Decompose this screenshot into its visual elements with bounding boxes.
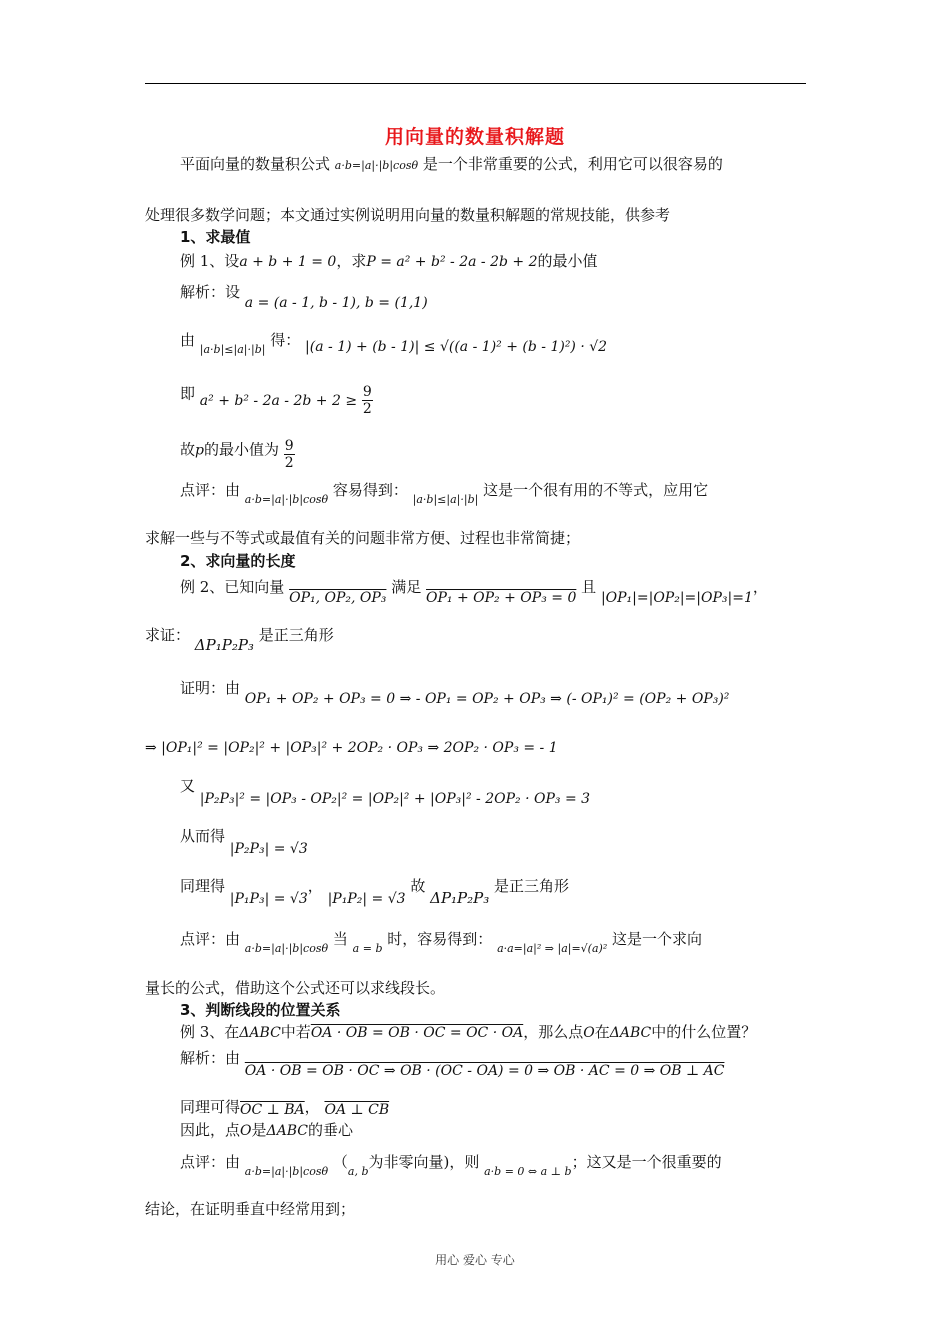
header-rule: [145, 83, 806, 84]
page-footer: 用心 爱心 专心: [435, 1253, 515, 1267]
comment-1-line-2: 求解一些与不等式或最值有关的问题非常方便、过程也非常简捷；: [145, 529, 581, 547]
section-1-heading: 1、求最值: [180, 228, 251, 246]
solution-3: 解析：由 OA · OB = OB · OC ⇒ OB · (OC - OA) = 0 ⇒ OB · AC = 0 ⇒ OB ⊥ AC: [180, 1049, 725, 1079]
proof-line-4: 从而得 |P₂P₃| = √3: [180, 827, 308, 857]
comment-3: 点评：由 $_{a\cdot b=|a|\cdot|b|cos\theta}$ （$_{a, b}$为非零向量)，则 $_{a\cdot b = 0 \Leftrightarrow a \perp b}$；这又是一个很重要的: [180, 1153, 722, 1178]
comment-2-line-2: 量长的公式，借助这个公式还可以求线段长。: [145, 979, 446, 997]
formula-vectors: a = (a - 1, b - 1), b = (1,1): [244, 295, 428, 311]
formula-p: P = a² + b² - 2a - 2b + 2: [366, 254, 538, 270]
solution-1-setup: 解析：设 a = (a - 1, b - 1), b = (1,1): [180, 283, 428, 311]
prove-statement: 求证： ΔP₁P₂P₃ 是正三角形: [145, 626, 334, 654]
formula-condition: a + b + 1 = 0: [239, 254, 337, 270]
comment-2: 点评：由 $_{a\cdot b=|a|\cdot|b|cos\theta}$ 当 $_{a = b}$ 时，容易得到： $_{a\cdot a=|a|^2 \Rightarrow |a|=√(a)^2}$ 这是一个求向: [180, 930, 703, 955]
solution-3-conclusion: 因此，点O是ΔABC的垂心: [180, 1121, 354, 1139]
formula-dot-product: a·b=|a|·|b|cosθ: [334, 159, 419, 172]
solution-1-min: 故p的最小值为 $\frac{9}{2}$: [180, 438, 294, 471]
comment-3-line-2: 结论，在证明垂直中经常用到；: [145, 1200, 356, 1218]
intro-line-1: 平面向量的数量积公式 a·b=|a|·|b|cosθ 是一个非常重要的公式，利用它可以很容易的: [180, 155, 723, 173]
formula-cauchy: |a·b|≤|a|·|b|: [199, 343, 266, 356]
proof-line-2: ⇒ |OP₁|² = |OP₂|² + |OP₃|² + 2OP₂ · OP₃ ⇒ 2OP₂ · OP₃ = - 1: [145, 740, 558, 756]
solution-1-inequality: 由 $_{|a\cdot b|\le|a|\cdot|b|}$ 得： |(a - 1) + (b - 1)| ≤ √((a - 1)² + (b - 1)²) · √2: [180, 331, 608, 356]
fraction-nine-halves: $\frac{9}{2}$: [362, 384, 372, 417]
example-1: 例 1、设a + b + 1 = 0，求P = a² + b² - 2a - 2b + 2的最小值: [180, 252, 598, 270]
comment-1: 点评：由 $_{a\cdot b=|a|\cdot|b|cos\theta}$ 容易得到： $_{|a\cdot b|\le|a|\cdot|b|}$ 这是一个很有用的不等式，应用它: [180, 481, 709, 506]
formula-applied: |(a - 1) + (b - 1)| ≤ √((a - 1)² + (b - 1)²) · √2: [305, 339, 608, 355]
formula-ge: a² + b² - 2a - 2b + 2 ≥: [199, 392, 358, 409]
fraction-nine-halves: $\frac{9}{2}$: [284, 438, 294, 471]
proof-line-3: 又 |P₂P₃|² = |OP₃ - OP₂|² = |OP₂|² + |OP₃|² - 2OP₂ · OP₃ = 3: [180, 777, 591, 807]
proof-line-1: 证明：由 OP₁ + OP₂ + OP₃ = 0 ⇒ - OP₁ = OP₂ + OP₃ ⇒ (- OP₁)² = (OP₂ + OP₃)²: [180, 679, 730, 707]
solution-1-result: 即 a² + b² - 2a - 2b + 2 ≥ $\frac{9}{2}$: [180, 384, 372, 417]
intro-line-2: 处理很多数学问题；本文通过实例说明用向量的数量积解题的常规技能，供参考: [145, 206, 671, 224]
section-3-heading: 3、判断线段的位置关系: [180, 1001, 341, 1019]
proof-line-5: 同理得 |P₁P₃| = √3， |P₁P₂| = √3 故 ΔP₁P₂P₃ 是正三角形: [180, 877, 570, 907]
solution-3-same: 同理可得OC ⊥ BA， OA ⊥ CB: [180, 1098, 390, 1118]
example-2: 例 2、已知向量 OP₁, OP₂, OP₃ 满足 OP₁ + OP₂ + OP₃ = 0 且 |OP₁|=|OP₂|=|OP₃|=1，: [180, 578, 768, 606]
section-2-heading: 2、求向量的长度: [180, 552, 296, 570]
example-3: 例 3、在ΔABC中若OA · OB = OB · OC = OC · OA，那么点O在ΔABC中的什么位置？: [180, 1023, 757, 1041]
page-title: 用向量的数量积解题: [384, 126, 565, 148]
